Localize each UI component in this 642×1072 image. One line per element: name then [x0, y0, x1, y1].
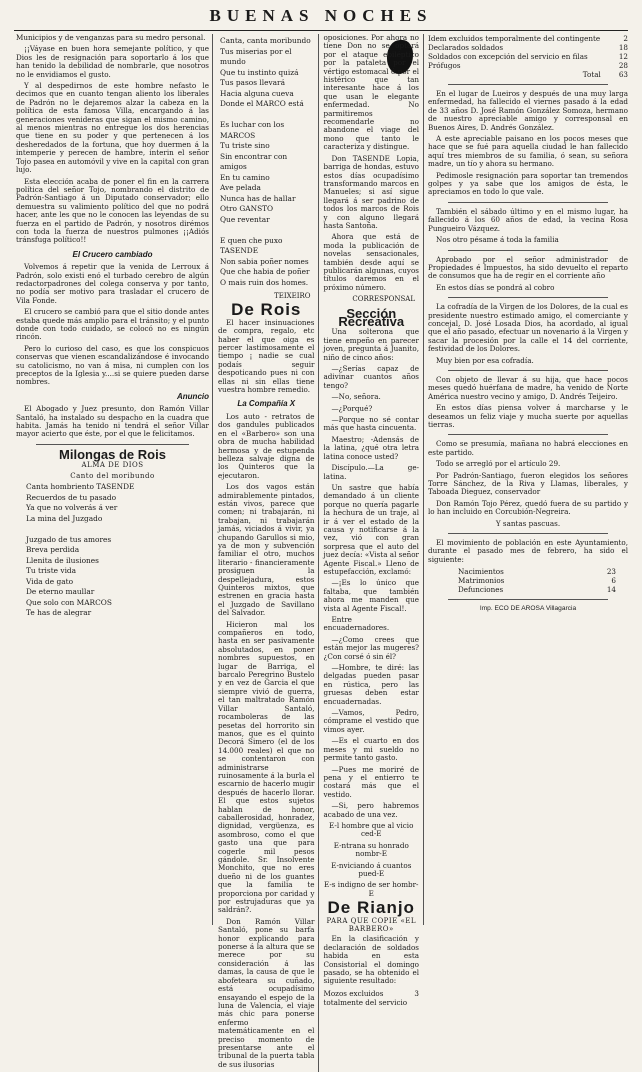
- section-subtitle: Canto del moribundo: [70, 471, 155, 480]
- poem-line: Tus pasos llevará: [220, 78, 285, 87]
- column-1: [16, 34, 209, 925]
- acrostic-line: E-s indigno de ser hombr-E: [323, 880, 419, 898]
- separator: [448, 250, 608, 251]
- separator: [448, 533, 608, 534]
- stat-line: [428, 43, 628, 52]
- paragraph: Pedimosle resignación para soportar tan tremendos golpes y ya sabe que los amigos de ésta, le apreciamos en todo lo que vale.: [428, 170, 628, 197]
- population-stats: [458, 567, 616, 594]
- poem-line: En tu camino: [220, 172, 270, 182]
- separator: [448, 297, 608, 298]
- poem-line: Recuerdos de tu pasado: [26, 492, 117, 502]
- stat-label: Total: [582, 70, 601, 79]
- masthead-rule: [14, 30, 628, 31]
- paragraph: Y al despedirnos de este hombre nefasto le decimos que en cuanto tengan aliento los liberales de Padrón no le dejaremos alzar la cabeza en la política de esta famosa Villa, encargando á las generaciones venideras que sigan el mismo camino, al menos mientras no entregue los dos herencias que tiene en su poder y que pertenecen á los desheredados de la fortuna, que hoy duermen á la intemperie y perecen de hambre, interin el señor Tojo pasea en automóvil y vive en la capital con gran lujo.: [16, 81, 209, 175]
- stat-label: Nacimientos: [458, 567, 504, 577]
- separator: [36, 444, 189, 445]
- poem-line: Canta hombriento TASENDE: [26, 482, 135, 492]
- section-subtitle: ALMA DE DIOS: [81, 461, 144, 470]
- paragraph: En estos días piensa volver á marcharse y le deseamos un feliz viaje y mucha suerte por aquellas tierras.: [428, 403, 628, 429]
- column-2: [218, 33, 419, 1069]
- masthead: BUENAS NOCHES: [209, 6, 433, 25]
- stat-value: 2: [623, 34, 628, 43]
- paragraph: A este apreciable paisano en los pocos meses que hace que se fué para aquella ciudad le han fallecido aquí tres miembros de su familia, ó sean, su señora madre, un tío y ahora su hermano.: [428, 134, 628, 169]
- paragraph: ¡¡Váyase en buen hora semejante político, y que Dios les de resignación para soportarlo á los que han tenido la debilidad de nombrarle, que nosotros no le envidiamos el gusto.: [16, 44, 209, 79]
- acrostic-line: E-l hombre que al vicio ced-E: [329, 820, 414, 839]
- stat-total: [428, 70, 628, 79]
- stat-line: [323, 989, 419, 1007]
- paragraph: Los auto - retratos de dos gandules publicados en el «Barbero» son una obra de mucha habilidad hermosa y de estupenda belleza salvaje digna de los Quinteros que la ejecutaron.: [218, 411, 315, 480]
- section-title: Anuncio: [177, 391, 209, 401]
- separator: [448, 434, 608, 435]
- paragraph: —Porque no sé contar más que hasta cincuenta.: [323, 415, 419, 433]
- column-divider: [423, 34, 424, 925]
- paragraph: Don Ramón Tojo Pérez, quedó fuera de su partido y lo han incluido en Corcubión-Negreira.: [428, 498, 628, 517]
- paragraph: Entre encuadernadores.: [323, 615, 390, 633]
- paragraph: Hicieron mal los compañeros en todo, hasta en ser pasivamente absolutados, en poner nombres supuestos, en lugar de Barriga, el barcalo Peregrino Bustelo y en vez de Garcia el que siempre vivió de guerra, el tan maltratado Ramón Villar Santaló, rocamboleras de las pesetas del horrorito sin manos, que es el quinto Decorá Simero (el de los 14.000 reales) el que no se contentaron con administrarse ruinosamente á la burla el escarnio de hacerlo mugir después de hacerlo llorar. El que estos sujetos hablan de honor, caballerosidad, honradez, dignidad, vergüenza, es asombroso, como el que gasto una que para cogerle mil pesos gándole. Sr. Insolvente Monchito, que no eres dueño ni de los guantes que la familia te proporciona por caridad y por estrujaduras que ya saldrán?.: [218, 619, 315, 915]
- poem-line: De eterno maullar: [26, 587, 95, 597]
- stat-value: 23: [606, 567, 616, 577]
- stat-value: 63: [618, 70, 628, 79]
- paragraph: Todo se arregló por el artículo 29.: [436, 459, 561, 469]
- paragraph: —Pues me moriré de pena y el entierro te costará más que el vestido.: [323, 764, 419, 799]
- poem-line: E quen che puxo TASENDE: [220, 235, 283, 255]
- poem-line: Ave pelada: [220, 183, 261, 192]
- paragraph: El movimiento de población en este Ayuntamiento, durante el pasado mes de febrero, ha sido el siguiente:: [428, 538, 628, 564]
- paragraph: Maestro; -Adensás de la latina, ¿qué otra letra latina conoce usted?: [323, 434, 419, 461]
- poem-line: Llenita de ilusiones: [26, 555, 99, 565]
- stat-line: [458, 576, 616, 585]
- paragraph: —Vamos, Pedro, cómprame el vestido que vimos ayer.: [323, 708, 419, 734]
- poem-line: Breva perdida: [26, 545, 80, 555]
- paragraph: —Hombre, te diré: las delgadas pueden pasar en rústica, pero las gruesas deben estar encuadernadas.: [323, 663, 419, 706]
- stat-value: 3: [414, 988, 419, 998]
- column-2-split: [218, 34, 419, 1072]
- stat-line: [428, 34, 628, 43]
- poem-line: Non sabia poñer nomes: [220, 256, 309, 266]
- poem: [26, 482, 209, 619]
- section-title: Milongas de Rois: [59, 446, 166, 462]
- paragraph: —Si, pero habremos acabado de una vez.: [323, 801, 419, 819]
- stat-label: Matrimonios: [458, 576, 505, 586]
- stat-label: Prófugos: [428, 61, 461, 70]
- stat-label: Soldados con excepción del servicio en filas: [428, 52, 588, 61]
- paragraph: —Es el cuarto en dos meses y mi sueldo no permite tanto gasto.: [323, 736, 419, 763]
- poem-line: O mais ruin dos homes.: [220, 277, 309, 287]
- paragraph: Con objeto de llevar á su hija, que hace pocos meses quedó huérfana de madre, ha venido de Norte América nuestro vecino y amigo, D. Andrés Teijeiro.: [428, 374, 628, 401]
- paragraph: Aprobado por el señor administrador de Propiedades é Impuestos, ha sido devuelto el reparto de consumos que ha de regir en el corriente año: [428, 254, 628, 281]
- poem-line: [220, 110, 314, 121]
- paragraph: Nos otro pésame á toda la familia: [436, 235, 559, 245]
- poem-line: [220, 225, 314, 236]
- poem-line: Tu triste vida: [26, 566, 77, 576]
- stats-table: [428, 34, 628, 79]
- paragraph: oposiciones. Por ahora no tiene Don no se optará por el ataque epiléptico por la pataleta por el vértigo estomacal ó por el histérico que tan interesante hace á los que usan le elegante enfermedad. No parmitiremos recomendarle no abandone el viage del mono que tanto le caracteriza y distingue.: [323, 33, 419, 152]
- paragraph: Discípulo.—La ge-latina.: [323, 463, 419, 481]
- poem-line: Ya que no volverás á ver: [26, 503, 118, 513]
- poem-line: Es luchar con los MARCOS: [220, 120, 285, 140]
- poem-line: Que che habia de poñer: [220, 267, 310, 276]
- paragraph: Muy bien por esa cofradía.: [436, 355, 534, 365]
- signature: TEIXEIRO: [274, 292, 311, 300]
- poem-line: Juzgado de tus amores: [26, 534, 112, 544]
- poem-line: Hacia alguna cueva: [220, 88, 294, 98]
- paragraph: La cofradía de la Virgen de los Dolores, de la cual es presidente nuestro estimado amigo, el comerciante y concejal, D. José Losada Dios, ha acordado, al igual que el año pasado, efectuar un novenario á la Virgen y sacar la procesión por la calle el 14 del corriente, festividad de los Dolores.: [428, 302, 628, 354]
- section-title: De Rois: [231, 300, 302, 320]
- column-divider: [212, 34, 213, 925]
- paragraph: En estos días se pondrá al cobro: [436, 282, 555, 292]
- paragraph: Pero lo curioso del caso, es que los conspicuos conservas que vienen escandalizándose é invocando su catolicismo, no van á misa, ni cumplen con los preceptos de la Iglesia y....si se quiere pueden darse nombres.: [16, 343, 209, 387]
- separator: [448, 599, 608, 600]
- signature: CORRESPONSAL: [352, 295, 415, 304]
- paragraph: Los dos vagos están admirablemente pintados, están vivos, parece que comen; ni trabajarán, ni trabajan, ni trabajarán jamás, viciados á vivir, ya chupando Garullos si mio, ya de mon y subvención familiar el otro, muchos literario - financieramente prosiguen la despellejadura, estos Quinteros mixtos, que estrenen en gracia hasta el Juzgado de Savillano del Salvador.: [218, 482, 315, 618]
- paragraph: —¡Es lo único que faltaba, que también ahora me manden que vista al Agente Fiscal!.: [323, 578, 419, 613]
- paragraph: —¿Como crees que están mejor las mugeres? ¿Con corsé ó sin él?: [323, 634, 419, 661]
- poem-line: Tus miserias por el mundo: [220, 46, 292, 66]
- stat-line: [428, 61, 628, 70]
- stat-line: [428, 52, 628, 61]
- paragraph: Como se presumía, mañana no habrá elecciones en este partido.: [428, 439, 628, 457]
- stat-value: 18: [618, 43, 628, 52]
- paragraph: También el sábado último y en el mismo lugar, ha fallecido á los 60 años de edad, la vecina Rosa Pungueiro Vázquez.: [428, 206, 628, 233]
- paragraph: Un sastre que había demandado á un cliente porque no quería pagarle la hechura de un traje, al ir á ver el estado de la causa y notificarse á la vez, vió con gran sorpresa que el auto del juez decía: «Vista al señor Agente Fiscal.» Lleno de estupefacción, exclamó:: [323, 482, 419, 576]
- section-title: El Crucero cambiado: [72, 249, 153, 259]
- poem-line: Canta, canta moribundo: [220, 36, 311, 45]
- section-title: La Compañía X: [237, 399, 296, 409]
- imprint: Imp. ECO DE AROSA Villagarcia: [479, 605, 577, 613]
- poem-line: Que reventar: [220, 214, 270, 224]
- poem-line: Sin encontrar con amigos: [220, 151, 288, 171]
- poem-line: Donde el MARCO está: [220, 99, 304, 108]
- poem-line: Otro GANSTO: [220, 204, 274, 213]
- stat-label: Idem excluidos temporalmente del contingente: [428, 34, 601, 43]
- paragraph: —¿Porqué?: [331, 403, 373, 413]
- section-title: De Rianjo: [327, 898, 415, 918]
- poem-line: Que tu instinto quizá: [220, 67, 299, 77]
- poem-line: [26, 524, 209, 535]
- stat-line: [458, 585, 616, 594]
- separator: [448, 202, 608, 203]
- stat-value: 28: [618, 61, 628, 70]
- paragraph: Ahora que está de moda la publicación de novelas sensacionales, también desde aquí se publicarán algunas, cuyos títulos daremos en el próximo número.: [323, 232, 419, 292]
- stat-value: 14: [606, 585, 616, 595]
- separator: [448, 84, 608, 85]
- paragraph: —No, señora.: [331, 392, 381, 402]
- poem: [220, 36, 314, 288]
- stat-value: 6: [611, 576, 616, 586]
- stat-value: 12: [618, 52, 628, 61]
- paragraph: En el lugar de Lueiros y después de una muy larga enfermedad, ha fallecido el viernes pasado á la edad de 33 años D. José Ramón González Somoza, hermano de nuestro apreciable amigo y corresponsal en Buenos Aires, D. Andrés González.: [428, 89, 628, 132]
- paragraph: Don Ramón Villar Santaló, pone su barfa honor explicando para ponerse á la altura que se merece por su consideración á las damas, la causa de que le abofeteara su cuñado, está ocupadísimo ensayando el espejo de la luna de Valencia, el viaje más chic para ponerse enfermo matemáticamente en el preciso momento de presentarse ante el tribunal de la puerta tabla de sus ilusorias: [218, 916, 315, 1069]
- poem-line: Nunca has de hallar: [220, 193, 296, 203]
- paragraph: Don TASENDE Lopia, barriga de hondas, estuvo estos días ocupadísimo transformando marcos en Manueles; si así sigue llegará á ser padrino de todos los marcos de Rois y con alguno llegará hasta Santoña.: [323, 153, 419, 230]
- paragraph: Por Padrón-Santiago, fueron elegidos los señores Torre Sánchez, de la Riva y Llamas, liberales, y Taboada Dieguez, conservador: [428, 470, 628, 497]
- stat-line: [458, 567, 616, 576]
- stat-row: [323, 989, 419, 1007]
- acrostic-line: E-nviciando á cuantos pued-E: [331, 860, 412, 878]
- paragraph: El hacer insinuaciones de compra, regalo, etc haber el que oiga es percer lastimosamente el tiempo ¡ nadie se cual podaís seguir despoticando pues ni con ellas ni sin ellas tiene vuestra hombre remedio.: [218, 317, 315, 395]
- stat-label: Mozos excluidos totalmente del servicio: [323, 988, 408, 1007]
- poem-line: Te has de alegrar: [26, 608, 92, 618]
- acrostic-line: E-ntrana su honrado nombr-E: [333, 840, 409, 859]
- paragraph: El crucero se cambió para que el sitio donde antes estaba quede más amplio para el tránsito; y el punto donde con todo cuidado, se colocó no es ningún rincón.: [16, 307, 209, 342]
- section-subtitle: PARA QUE COPIE «EL BARBERO»: [326, 916, 417, 933]
- poem-line: Tu triste sino: [220, 141, 270, 150]
- paragraph: Esta elección acaba de poner el fin en la carrera política del señor Tojo, nombrando el distrito de Padrón-Santiago á un Diputado conservador; ello demuestra su valimiento político del que no podrá hacer, ante les que no le conocen las leyendas de su fuerza en el partido de Padrón, y nosotros dirémos con toda la fuerza de nuestros pulmones ¡¡Adiós tránsfuga político!!: [16, 176, 209, 245]
- poem-line: La mina del Juzgado: [26, 513, 103, 523]
- paragraph: El Abogado y Juez presunto, don Ramón Villar Santaló, ha instalado su despacho en la cuadra que habita. Jamás ha tenido ni tendrá el señor Villar mayor acierto que éste, por el que le felicitamos.: [16, 404, 209, 439]
- poem-line: Que solo con MARCOS: [26, 597, 112, 607]
- column-2a: [218, 34, 319, 1072]
- paragraph: Municipios y de venganzas para su medro personal.: [16, 33, 206, 42]
- stat-label: Declarados soldados: [428, 43, 504, 52]
- paragraph: Y santas pascuas.: [495, 518, 561, 528]
- column-3: [428, 34, 628, 925]
- paragraph: Volvemos á repetir que la venida de Lerroux á Padrón, solo existi enó el turbado cerebro de algún redactorpadrones del colega conserva y por tanto, no podía ser motivo para trasladar el crucero de Vila Fonde.: [16, 262, 209, 305]
- poem-line: Vida de gato: [26, 576, 74, 586]
- section-title: Sección Recreativa: [338, 305, 405, 329]
- stat-label: Defunciones: [458, 585, 504, 595]
- column-2b: [319, 34, 419, 1072]
- paragraph: —¿Serías capaz de adivinar cuantos años tengo?: [323, 364, 419, 390]
- paragraph: En la clasificación y declaración de soldados habida en esta Consistorial el domingo pasado, se ha obtenido el siguiente resultado:: [323, 934, 419, 986]
- separator: [448, 370, 608, 371]
- paragraph: Una solterona que tiene empeño en parecer joven, pregunta á Juanito, niño de cinco años:: [323, 327, 419, 362]
